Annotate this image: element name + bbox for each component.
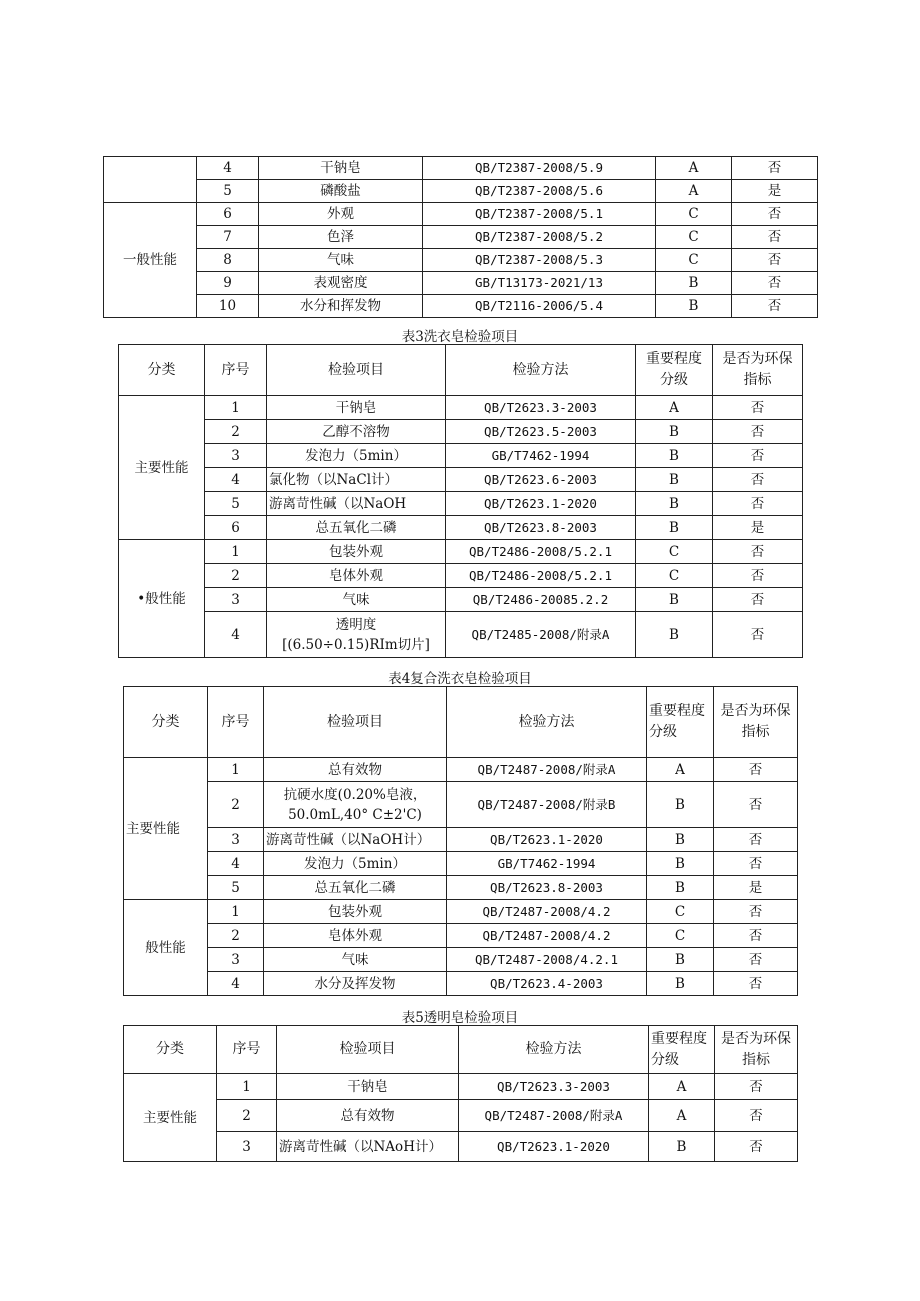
row-method: QB/T2623.4-2003 — [447, 972, 647, 996]
table5-caption: 表5透明皂检验项目 — [401, 1010, 519, 1026]
header-grade-line1: 重要程度 — [651, 1030, 707, 1047]
row-method: QB/T2485-2008/附录A — [446, 612, 636, 658]
table-row — [104, 272, 818, 295]
row-method: GB/T7462-1994 — [446, 444, 636, 468]
row-env: 否 — [713, 612, 803, 658]
header-item: 检验项目 — [267, 345, 446, 396]
row-env: 否 — [714, 972, 798, 996]
row-env: 否 — [713, 444, 803, 468]
row-method: QB/T2623.1-2020 — [459, 1132, 649, 1162]
row-env: 否 — [714, 924, 798, 948]
table-row — [119, 516, 803, 540]
header-no: 序号 — [208, 687, 264, 758]
header-category: 分类 — [124, 1026, 217, 1074]
table-row — [119, 468, 803, 492]
row-grade: C — [636, 564, 713, 588]
row-method: QB/T2487-2008/附录A — [459, 1100, 649, 1132]
table-row — [124, 924, 798, 948]
row-env: 否 — [714, 828, 798, 852]
row-grade: C — [636, 540, 713, 564]
row-method: QB/T2623.5-2003 — [446, 420, 636, 444]
table-row — [119, 444, 803, 468]
row-no: 9 — [197, 272, 259, 295]
row-item: 游离苛性碱（以NAoH计） — [277, 1132, 459, 1162]
row-method: QB/T2487-2008/4.2.1 — [447, 948, 647, 972]
header-grade — [636, 345, 713, 396]
row-method: GB/T7462-1994 — [447, 852, 647, 876]
row-method: QB/T2623.3-2003 — [459, 1074, 649, 1100]
row-item: 发泡力（5min） — [267, 444, 446, 468]
row-env: 否 — [713, 396, 803, 420]
table4-caption: 表4复合洗衣皂检验项目 — [388, 671, 532, 687]
row-no: 2 — [208, 782, 264, 828]
table-row — [119, 588, 803, 612]
row-item — [267, 612, 446, 658]
row-no: 1 — [205, 540, 267, 564]
header-row — [124, 1026, 798, 1074]
row-no: 4 — [208, 972, 264, 996]
row-env: 否 — [732, 295, 818, 318]
row-item: 气味 — [259, 249, 423, 272]
row-no: 10 — [197, 295, 259, 318]
header-grade-line2: 分级 — [660, 372, 688, 388]
row-item: 游离苛性碱（以NaOH计） — [264, 828, 447, 852]
row-item: 包装外观 — [264, 900, 447, 924]
row-no: 1 — [208, 900, 264, 924]
table-row — [104, 226, 818, 249]
row-item — [264, 782, 447, 828]
header-env — [714, 687, 798, 758]
row-no: 6 — [197, 203, 259, 226]
row-item: 色泽 — [259, 226, 423, 249]
row-method: QB/T2487-2008/4.2 — [447, 900, 647, 924]
table5 — [123, 1025, 798, 1162]
row-item: 乙醇不溶物 — [267, 420, 446, 444]
row-item: 表观密度 — [259, 272, 423, 295]
row-no: 7 — [197, 226, 259, 249]
row-method: QB/T2623.1-2020 — [446, 492, 636, 516]
row-item-line1: 抗硬水度(0.20%皂液， — [283, 786, 427, 803]
row-grade: B — [656, 272, 732, 295]
row-item: 总五氧化二磷 — [267, 516, 446, 540]
row-no: 2 — [205, 564, 267, 588]
row-grade: C — [656, 226, 732, 249]
row-item: 干钠皂 — [277, 1074, 459, 1100]
row-env: 否 — [732, 226, 818, 249]
row-method: QB/T2623.6-2003 — [446, 468, 636, 492]
row-env: 是 — [713, 516, 803, 540]
table-row — [124, 948, 798, 972]
table-row — [124, 758, 798, 782]
header-env-line2: 指标 — [742, 1051, 770, 1068]
row-method: QB/T2487-2008/4.2 — [447, 924, 647, 948]
row-item: 干钠皂 — [259, 157, 423, 180]
header-grade-line1: 重要程度 — [646, 351, 702, 367]
row-env: 否 — [713, 564, 803, 588]
row-no: 4 — [197, 157, 259, 180]
row-item: 发泡力（5min） — [264, 852, 447, 876]
header-grade-line2: 分级 — [651, 1051, 679, 1068]
row-grade: B — [647, 828, 714, 852]
table3-caption: 表3洗衣皂检验项目 — [401, 329, 519, 345]
row-item: 氯化物（以NaCl计） — [267, 468, 446, 492]
row-method: QB/T2623.8-2003 — [446, 516, 636, 540]
row-grade: B — [647, 948, 714, 972]
row-item: 皂体外观 — [264, 924, 447, 948]
row-grade: B — [636, 516, 713, 540]
row-env: 否 — [715, 1074, 798, 1100]
row-grade: A — [649, 1100, 715, 1132]
row-env: 否 — [732, 249, 818, 272]
row-grade: B — [636, 444, 713, 468]
row-no: 3 — [205, 444, 267, 468]
header-env — [713, 345, 803, 396]
header-grade — [647, 687, 714, 758]
row-no: 5 — [205, 492, 267, 516]
table-row — [104, 295, 818, 318]
header-category: 分类 — [124, 687, 208, 758]
row-env: 否 — [713, 588, 803, 612]
row-grade: B — [647, 852, 714, 876]
row-item-line1: 透明度 — [335, 616, 377, 633]
header-method: 检验方法 — [447, 687, 647, 758]
table-row — [124, 852, 798, 876]
category-cell: 般性能 — [124, 900, 208, 996]
row-env: 否 — [713, 492, 803, 516]
table2-tail — [103, 156, 818, 318]
row-no: 1 — [217, 1074, 277, 1100]
row-grade: A — [649, 1074, 715, 1100]
row-method: QB/T2486-2008/5.2.1 — [446, 540, 636, 564]
row-method: QB/T2623.3-2003 — [446, 396, 636, 420]
row-no: 4 — [205, 612, 267, 658]
header-method: 检验方法 — [446, 345, 636, 396]
row-grade: B — [636, 492, 713, 516]
row-env: 否 — [713, 468, 803, 492]
row-grade: C — [656, 203, 732, 226]
row-method: QB/T2623.1-2020 — [447, 828, 647, 852]
row-no: 1 — [205, 396, 267, 420]
table-row — [119, 396, 803, 420]
row-item: 水分及挥发物 — [264, 972, 447, 996]
table-row — [119, 612, 803, 658]
row-item: 总有效物 — [277, 1100, 459, 1132]
row-env: 否 — [714, 900, 798, 924]
table3 — [118, 344, 803, 658]
row-method: QB/T2486-2008/5.2.1 — [446, 564, 636, 588]
category-cell: 主要性能 — [124, 758, 208, 900]
row-grade: C — [656, 249, 732, 272]
row-method: QB/T2487-2008/附录A — [447, 758, 647, 782]
table-row — [124, 900, 798, 924]
row-env: 否 — [713, 540, 803, 564]
header-item: 检验项目 — [264, 687, 447, 758]
header-method: 检验方法 — [459, 1026, 649, 1074]
row-method: QB/T2387-2008/5.3 — [423, 249, 656, 272]
row-item: 外观 — [259, 203, 423, 226]
row-no: 2 — [208, 924, 264, 948]
row-grade: B — [656, 295, 732, 318]
row-env: 否 — [732, 157, 818, 180]
row-env: 是 — [714, 876, 798, 900]
row-env: 否 — [713, 420, 803, 444]
row-env: 否 — [732, 272, 818, 295]
table-row — [124, 782, 798, 828]
header-env-line1: 是否为环保 — [720, 703, 791, 719]
table-row — [104, 203, 818, 226]
header-env-line1: 是否为环保 — [722, 351, 793, 367]
row-item: 包装外观 — [267, 540, 446, 564]
row-env: 否 — [714, 948, 798, 972]
row-method: QB/T2487-2008/附录B — [447, 782, 647, 828]
row-method: QB/T2623.8-2003 — [447, 876, 647, 900]
table-row — [104, 180, 818, 203]
row-item: 干钠皂 — [267, 396, 446, 420]
row-grade: B — [636, 612, 713, 658]
table-row — [124, 972, 798, 996]
row-no: 3 — [205, 588, 267, 612]
table-row — [124, 1074, 798, 1100]
row-grade: C — [647, 924, 714, 948]
row-method: GB/T13173-2021/13 — [423, 272, 656, 295]
row-no: 8 — [197, 249, 259, 272]
table-row — [104, 157, 818, 180]
row-env: 否 — [714, 852, 798, 876]
table-row — [119, 540, 803, 564]
row-item: 气味 — [264, 948, 447, 972]
table-row — [104, 249, 818, 272]
row-no: 4 — [208, 852, 264, 876]
table-row — [119, 492, 803, 516]
row-no: 3 — [208, 828, 264, 852]
row-no: 3 — [217, 1132, 277, 1162]
row-no: 4 — [205, 468, 267, 492]
category-cell: 一般性能 — [104, 203, 197, 318]
table-row — [124, 1132, 798, 1162]
category-cell: •般性能 — [119, 540, 205, 658]
row-env: 否 — [715, 1132, 798, 1162]
row-item: 总五氧化二磷 — [264, 876, 447, 900]
row-grade: B — [636, 420, 713, 444]
row-grade: B — [647, 972, 714, 996]
row-no: 2 — [217, 1100, 277, 1132]
row-item-line2: 50.0mL,40° C±2'C) — [288, 806, 422, 823]
row-env: 否 — [714, 758, 798, 782]
row-item: 总有效物 — [264, 758, 447, 782]
header-env-line2: 指标 — [743, 372, 772, 388]
header-env-line2: 指标 — [741, 724, 770, 740]
row-item: 水分和挥发物 — [259, 295, 423, 318]
row-grade: C — [647, 900, 714, 924]
row-item-line2: [(6.50÷0.15)RIm切片] — [282, 636, 430, 653]
row-method: QB/T2116-2006/5.4 — [423, 295, 656, 318]
category-cell — [104, 157, 197, 203]
row-item: 气味 — [267, 588, 446, 612]
row-method: QB/T2486-20085.2.2 — [446, 588, 636, 612]
header-row — [124, 687, 798, 758]
row-no: 5 — [208, 876, 264, 900]
category-cell: 主要性能 — [124, 1074, 217, 1162]
row-method: QB/T2387-2008/5.1 — [423, 203, 656, 226]
header-no: 序号 — [217, 1026, 277, 1074]
row-no: 6 — [205, 516, 267, 540]
row-env: 否 — [732, 203, 818, 226]
row-grade: B — [647, 782, 714, 828]
row-no: 2 — [205, 420, 267, 444]
header-no: 序号 — [205, 345, 267, 396]
table-row — [119, 420, 803, 444]
row-env: 是 — [732, 180, 818, 203]
row-item: 游离苛性碱（以NaOH — [267, 492, 446, 516]
row-grade: A — [636, 396, 713, 420]
table4 — [123, 686, 798, 996]
row-method: QB/T2387-2008/5.2 — [423, 226, 656, 249]
row-grade: A — [656, 180, 732, 203]
header-grade-line2: 分级 — [649, 724, 677, 740]
row-no: 3 — [208, 948, 264, 972]
row-grade: B — [636, 588, 713, 612]
row-no: 1 — [208, 758, 264, 782]
row-grade: A — [656, 157, 732, 180]
row-method: QB/T2387-2008/5.6 — [423, 180, 656, 203]
row-env: 否 — [714, 782, 798, 828]
row-grade: B — [649, 1132, 715, 1162]
row-grade: B — [647, 876, 714, 900]
row-method: QB/T2387-2008/5.9 — [423, 157, 656, 180]
table-row — [119, 564, 803, 588]
header-item: 检验项目 — [277, 1026, 459, 1074]
header-row — [119, 345, 803, 396]
category-cell: 主要性能 — [119, 396, 205, 540]
row-env: 否 — [715, 1100, 798, 1132]
table-row — [124, 876, 798, 900]
row-item: 皂体外观 — [267, 564, 446, 588]
row-no: 5 — [197, 180, 259, 203]
header-category: 分类 — [119, 345, 205, 396]
header-grade — [649, 1026, 715, 1074]
header-env — [715, 1026, 798, 1074]
row-item: 磷酸盐 — [259, 180, 423, 203]
table-row — [124, 828, 798, 852]
row-grade: B — [636, 468, 713, 492]
row-grade: A — [647, 758, 714, 782]
header-grade-line1: 重要程度 — [649, 703, 705, 719]
header-env-line1: 是否为环保 — [721, 1030, 791, 1047]
table-row — [124, 1100, 798, 1132]
